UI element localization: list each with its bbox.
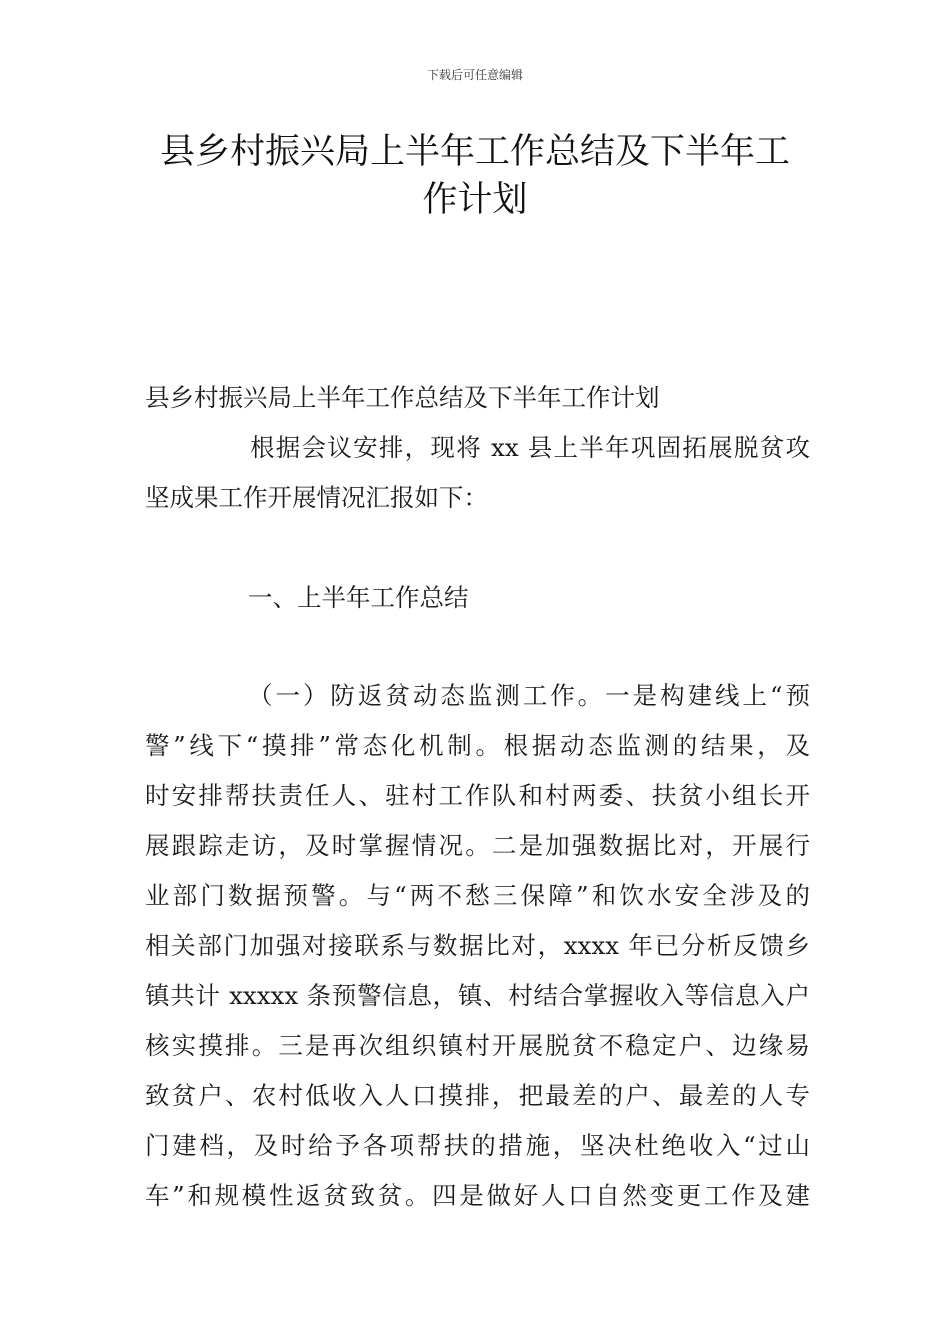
- paragraph-line: [145, 1179, 810, 1213]
- paragraph-line-3: 时安排帮扶责任人、驻村工作队和村两委、扶贫小组长开: [145, 781, 810, 810]
- header-note: 下载后可任意编辑: [426, 68, 523, 82]
- intro-line: [250, 431, 810, 465]
- paragraph-line-6: 相关部门加强对接联系与数据比对，xxxx 年已分析反馈乡: [145, 931, 810, 960]
- paragraph-line-7: 镇共计 xxxxx 条预警信息，镇、村结合掌握收入等信息入户: [145, 981, 810, 1010]
- paragraph-line-8: 核实摸排。三是再次组织镇村开展脱贫不稳定户、边缘易: [145, 1031, 810, 1060]
- paragraph-line: [145, 1029, 810, 1063]
- intro-line-1: 根据会议安排，现将 xx 县上半年巩固拓展脱贫攻: [250, 433, 810, 462]
- paragraph-line: [145, 879, 810, 913]
- paragraph-line-1: （一）防返贫动态监测工作。一是构建线上“预: [248, 681, 810, 710]
- paragraph-line: [145, 929, 810, 963]
- title-line-2: 作计划: [422, 180, 528, 220]
- paragraph-line-4: 展跟踪走访，及时掌握情况。二是加强数据比对，开展行: [145, 831, 810, 860]
- paragraph-line: [248, 679, 810, 713]
- paragraph-line: [145, 779, 810, 813]
- document-heading: 县乡村振兴局上半年工作总结及下半年工作计划: [145, 383, 660, 412]
- section-heading-one: 一、上半年工作总结: [248, 583, 469, 612]
- paragraph-line-11: 车”和规模性返贫致贫。四是做好人口自然变更工作及建: [145, 1181, 810, 1210]
- paragraph-line: [145, 1079, 810, 1113]
- intro-line: 坚成果工作开展情况汇报如下：: [145, 483, 488, 512]
- paragraph-line: [145, 1129, 810, 1163]
- title-line-1: 县乡村振兴局上半年工作总结及下半年工: [159, 132, 790, 172]
- paragraph-line-5: 业部门数据预警。与“两不愁三保障”和饮水安全涉及的: [145, 881, 810, 910]
- paragraph-line-10: 门建档，及时给予各项帮扶的措施，坚决杜绝收入“过山: [145, 1131, 810, 1160]
- paragraph-line: [145, 829, 810, 863]
- document-title: [140, 128, 810, 224]
- paragraph-line-2: 警”线下“摸排”常态化机制。根据动态监测的结果，及: [145, 731, 810, 760]
- paragraph-line: [145, 979, 810, 1013]
- paragraph-line: [145, 729, 810, 763]
- paragraph-line-9: 致贫户、农村低收入人口摸排，把最差的户、最差的人专: [145, 1081, 810, 1110]
